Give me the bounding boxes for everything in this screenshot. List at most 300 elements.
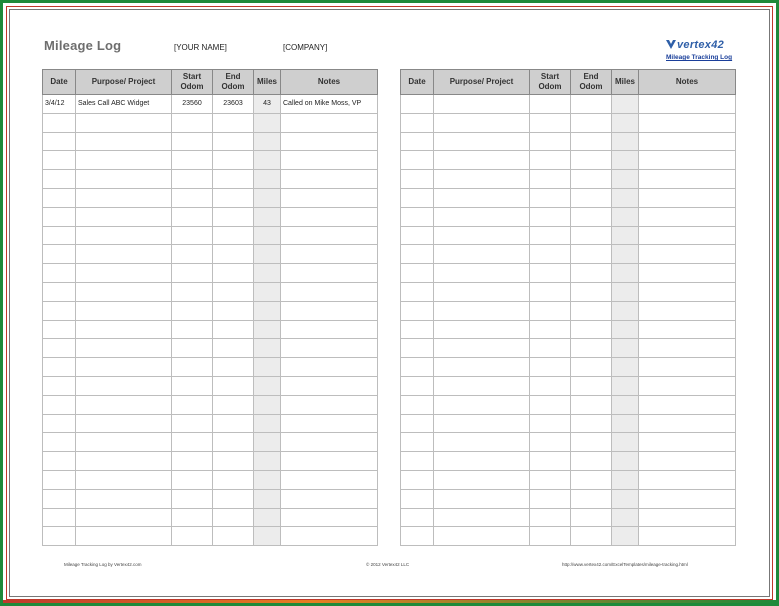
cell-end[interactable] — [571, 207, 612, 226]
cell-date[interactable] — [401, 527, 434, 546]
cell-miles[interactable] — [254, 508, 281, 527]
cell-start[interactable] — [530, 151, 571, 170]
cell-start[interactable] — [530, 170, 571, 189]
cell-start[interactable] — [172, 226, 213, 245]
cell-end[interactable] — [571, 245, 612, 264]
cell-date[interactable] — [43, 188, 76, 207]
cell-purpose[interactable] — [76, 113, 172, 132]
cell-notes[interactable] — [639, 95, 736, 114]
cell-notes[interactable] — [281, 470, 378, 489]
cell-notes[interactable] — [281, 188, 378, 207]
cell-miles[interactable] — [254, 226, 281, 245]
cell-miles[interactable] — [254, 245, 281, 264]
cell-purpose[interactable] — [434, 188, 530, 207]
cell-miles[interactable] — [254, 395, 281, 414]
cell-notes[interactable] — [281, 395, 378, 414]
cell-miles[interactable]: 43 — [254, 95, 281, 114]
cell-purpose[interactable] — [434, 320, 530, 339]
cell-miles[interactable] — [254, 113, 281, 132]
cell-end[interactable] — [213, 470, 254, 489]
cell-purpose[interactable] — [434, 358, 530, 377]
cell-miles[interactable] — [612, 470, 639, 489]
cell-notes[interactable] — [639, 151, 736, 170]
cell-notes[interactable] — [639, 395, 736, 414]
cell-end[interactable] — [571, 339, 612, 358]
cell-miles[interactable] — [612, 508, 639, 527]
cell-date[interactable] — [43, 207, 76, 226]
cell-purpose[interactable] — [76, 132, 172, 151]
cell-notes[interactable] — [639, 113, 736, 132]
cell-notes[interactable] — [639, 527, 736, 546]
cell-end[interactable] — [571, 95, 612, 114]
cell-end[interactable] — [213, 170, 254, 189]
cell-miles[interactable] — [612, 95, 639, 114]
cell-notes[interactable] — [639, 470, 736, 489]
cell-date[interactable] — [43, 113, 76, 132]
cell-notes[interactable] — [281, 151, 378, 170]
cell-date[interactable] — [401, 113, 434, 132]
cell-start[interactable] — [530, 188, 571, 207]
cell-date[interactable] — [401, 414, 434, 433]
cell-start[interactable] — [530, 95, 571, 114]
cell-date[interactable] — [43, 358, 76, 377]
cell-miles[interactable] — [612, 358, 639, 377]
cell-end[interactable] — [571, 132, 612, 151]
cell-miles[interactable] — [254, 489, 281, 508]
cell-start[interactable] — [530, 320, 571, 339]
cell-end[interactable] — [213, 207, 254, 226]
cell-start[interactable] — [530, 132, 571, 151]
cell-notes[interactable] — [281, 376, 378, 395]
cell-start[interactable] — [172, 452, 213, 471]
cell-purpose[interactable] — [76, 226, 172, 245]
cell-start[interactable] — [530, 301, 571, 320]
cell-purpose[interactable] — [76, 489, 172, 508]
cell-purpose[interactable] — [434, 264, 530, 283]
cell-start[interactable] — [530, 508, 571, 527]
cell-date[interactable] — [43, 226, 76, 245]
cell-start[interactable] — [530, 282, 571, 301]
cell-purpose[interactable] — [76, 452, 172, 471]
cell-date[interactable] — [401, 433, 434, 452]
cell-date[interactable] — [43, 339, 76, 358]
cell-miles[interactable] — [254, 320, 281, 339]
cell-notes[interactable] — [281, 301, 378, 320]
cell-date[interactable] — [401, 170, 434, 189]
cell-date[interactable] — [43, 301, 76, 320]
cell-purpose[interactable] — [76, 170, 172, 189]
footer-url[interactable]: http://www.vertex42.com/ExcelTemplates/mileage-tracking.html — [562, 562, 688, 567]
cell-start[interactable] — [530, 207, 571, 226]
cell-start[interactable] — [172, 207, 213, 226]
cell-notes[interactable] — [639, 489, 736, 508]
cell-purpose[interactable] — [434, 301, 530, 320]
cell-date[interactable] — [43, 264, 76, 283]
cell-date[interactable] — [43, 414, 76, 433]
cell-purpose[interactable] — [76, 282, 172, 301]
cell-end[interactable] — [571, 301, 612, 320]
cell-start[interactable] — [172, 264, 213, 283]
cell-purpose[interactable] — [76, 151, 172, 170]
cell-notes[interactable] — [281, 508, 378, 527]
cell-purpose[interactable] — [434, 414, 530, 433]
cell-end[interactable] — [213, 301, 254, 320]
cell-end[interactable] — [571, 151, 612, 170]
cell-miles[interactable] — [254, 264, 281, 283]
cell-start[interactable] — [172, 132, 213, 151]
cell-end[interactable] — [571, 282, 612, 301]
cell-purpose[interactable] — [76, 433, 172, 452]
cell-miles[interactable] — [612, 113, 639, 132]
cell-start[interactable] — [530, 452, 571, 471]
cell-notes[interactable] — [281, 282, 378, 301]
cell-date[interactable] — [401, 226, 434, 245]
cell-start[interactable] — [172, 358, 213, 377]
cell-miles[interactable] — [612, 282, 639, 301]
cell-miles[interactable] — [612, 170, 639, 189]
cell-end[interactable] — [213, 132, 254, 151]
column-header-end: End Odom — [571, 70, 612, 95]
cell-notes[interactable] — [281, 132, 378, 151]
cell-end[interactable] — [571, 433, 612, 452]
cell-notes[interactable] — [281, 527, 378, 546]
cell-date[interactable] — [401, 395, 434, 414]
cell-notes[interactable] — [639, 339, 736, 358]
cell-date[interactable] — [401, 264, 434, 283]
cell-purpose[interactable] — [76, 207, 172, 226]
cell-miles[interactable] — [254, 170, 281, 189]
cell-notes[interactable] — [281, 339, 378, 358]
cell-date[interactable] — [401, 489, 434, 508]
cell-purpose[interactable] — [76, 470, 172, 489]
cell-date[interactable] — [43, 282, 76, 301]
cell-notes[interactable] — [639, 132, 736, 151]
cell-notes[interactable] — [281, 245, 378, 264]
cell-end[interactable] — [213, 452, 254, 471]
cell-notes[interactable] — [639, 282, 736, 301]
cell-notes[interactable] — [639, 226, 736, 245]
cell-date[interactable] — [43, 320, 76, 339]
cell-notes[interactable] — [639, 245, 736, 264]
cell-notes[interactable] — [281, 170, 378, 189]
cell-miles[interactable] — [254, 132, 281, 151]
cell-date[interactable] — [401, 376, 434, 395]
cell-start[interactable] — [172, 113, 213, 132]
cell-start[interactable] — [172, 170, 213, 189]
cell-start[interactable] — [530, 264, 571, 283]
cell-date[interactable] — [401, 301, 434, 320]
cell-miles[interactable] — [254, 188, 281, 207]
cell-miles[interactable] — [254, 452, 281, 471]
cell-purpose[interactable] — [434, 132, 530, 151]
cell-miles[interactable] — [612, 151, 639, 170]
cell-notes[interactable] — [639, 170, 736, 189]
cell-end[interactable] — [213, 489, 254, 508]
cell-date[interactable] — [43, 151, 76, 170]
cell-date[interactable] — [401, 508, 434, 527]
cell-date[interactable] — [401, 245, 434, 264]
cell-start[interactable] — [172, 376, 213, 395]
cell-start[interactable] — [172, 188, 213, 207]
cell-end[interactable] — [571, 264, 612, 283]
cell-end[interactable]: 23603 — [213, 95, 254, 114]
cell-miles[interactable] — [612, 245, 639, 264]
cell-purpose[interactable] — [434, 395, 530, 414]
cell-purpose[interactable] — [434, 207, 530, 226]
cell-purpose[interactable] — [434, 282, 530, 301]
cell-notes[interactable] — [281, 414, 378, 433]
table-row — [43, 151, 378, 170]
cell-miles[interactable] — [612, 339, 639, 358]
cell-start[interactable]: 23560 — [172, 95, 213, 114]
cell-purpose[interactable] — [76, 358, 172, 377]
cell-date[interactable] — [43, 132, 76, 151]
mileage-table-right — [400, 69, 736, 546]
cell-purpose[interactable] — [434, 527, 530, 546]
cell-start[interactable] — [172, 339, 213, 358]
table-row — [43, 339, 378, 358]
cell-purpose[interactable] — [434, 470, 530, 489]
cell-notes[interactable] — [281, 264, 378, 283]
cell-end[interactable] — [571, 188, 612, 207]
cell-notes[interactable] — [639, 358, 736, 377]
cell-end[interactable] — [213, 151, 254, 170]
cell-date[interactable] — [401, 132, 434, 151]
cell-purpose[interactable] — [76, 320, 172, 339]
cell-start[interactable] — [172, 245, 213, 264]
table-row — [401, 358, 736, 377]
cell-purpose[interactable] — [76, 395, 172, 414]
cell-miles[interactable] — [254, 414, 281, 433]
cell-date[interactable] — [401, 207, 434, 226]
cell-miles[interactable] — [612, 376, 639, 395]
cell-miles[interactable] — [254, 339, 281, 358]
cell-miles[interactable] — [254, 151, 281, 170]
cell-start[interactable] — [530, 245, 571, 264]
cell-miles[interactable] — [612, 414, 639, 433]
cell-end[interactable] — [213, 226, 254, 245]
cell-notes[interactable] — [281, 320, 378, 339]
cell-end[interactable] — [571, 320, 612, 339]
cell-miles[interactable] — [612, 226, 639, 245]
cell-date[interactable] — [401, 470, 434, 489]
cell-date[interactable] — [401, 95, 434, 114]
cell-purpose[interactable] — [434, 376, 530, 395]
cell-start[interactable] — [530, 527, 571, 546]
cell-end[interactable] — [571, 358, 612, 377]
cell-miles[interactable] — [612, 320, 639, 339]
cell-start[interactable] — [172, 282, 213, 301]
cell-date[interactable]: 3/4/12 — [43, 95, 76, 114]
column-header-purpose: Purpose/ Project — [434, 70, 530, 95]
cell-notes[interactable] — [639, 264, 736, 283]
cell-start[interactable] — [530, 433, 571, 452]
cell-purpose[interactable] — [76, 188, 172, 207]
cell-start[interactable] — [530, 395, 571, 414]
cell-date[interactable] — [43, 376, 76, 395]
cell-miles[interactable] — [254, 207, 281, 226]
cell-start[interactable] — [530, 470, 571, 489]
cell-date[interactable] — [43, 470, 76, 489]
cell-purpose[interactable] — [434, 433, 530, 452]
cell-start[interactable] — [530, 414, 571, 433]
cell-notes[interactable] — [281, 452, 378, 471]
cell-miles[interactable] — [612, 452, 639, 471]
cell-date[interactable] — [401, 151, 434, 170]
cell-start[interactable] — [172, 151, 213, 170]
cell-date[interactable] — [43, 245, 76, 264]
cell-date[interactable] — [401, 339, 434, 358]
mileage-tracking-link[interactable]: Mileage Tracking Log — [666, 54, 733, 61]
cell-purpose[interactable] — [434, 113, 530, 132]
cell-end[interactable] — [571, 489, 612, 508]
cell-purpose[interactable] — [76, 508, 172, 527]
cell-date[interactable] — [43, 489, 76, 508]
cell-purpose[interactable] — [76, 527, 172, 546]
cell-purpose[interactable] — [76, 376, 172, 395]
cell-purpose[interactable] — [76, 264, 172, 283]
cell-start[interactable] — [530, 376, 571, 395]
cell-start[interactable] — [172, 508, 213, 527]
cell-end[interactable] — [213, 339, 254, 358]
cell-notes[interactable] — [281, 226, 378, 245]
table-row — [43, 489, 378, 508]
cell-purpose[interactable] — [434, 452, 530, 471]
cell-date[interactable] — [43, 452, 76, 471]
cell-notes[interactable] — [281, 207, 378, 226]
cell-end[interactable] — [213, 264, 254, 283]
cell-start[interactable] — [530, 113, 571, 132]
cell-end[interactable] — [213, 245, 254, 264]
cell-notes[interactable] — [639, 320, 736, 339]
cell-end[interactable] — [571, 452, 612, 471]
company-field[interactable]: [COMPANY] — [283, 43, 328, 52]
cell-date[interactable] — [43, 508, 76, 527]
cell-notes[interactable] — [281, 113, 378, 132]
cell-end[interactable] — [213, 527, 254, 546]
cell-notes[interactable] — [281, 489, 378, 508]
cell-end[interactable] — [213, 188, 254, 207]
cell-notes[interactable] — [639, 452, 736, 471]
cell-purpose[interactable] — [434, 339, 530, 358]
cell-notes[interactable] — [639, 207, 736, 226]
cell-purpose[interactable] — [434, 226, 530, 245]
cell-end[interactable] — [571, 376, 612, 395]
cell-purpose[interactable] — [434, 95, 530, 114]
cell-miles[interactable] — [254, 301, 281, 320]
cell-end[interactable] — [213, 376, 254, 395]
cell-purpose[interactable] — [434, 508, 530, 527]
cell-miles[interactable] — [612, 527, 639, 546]
cell-date[interactable] — [43, 170, 76, 189]
cell-start[interactable] — [172, 527, 213, 546]
cell-purpose[interactable] — [76, 339, 172, 358]
cell-start[interactable] — [172, 489, 213, 508]
cell-miles[interactable] — [612, 395, 639, 414]
cell-start[interactable] — [172, 320, 213, 339]
cell-start[interactable] — [172, 414, 213, 433]
cell-purpose[interactable] — [76, 414, 172, 433]
cell-notes[interactable] — [639, 301, 736, 320]
cell-end[interactable] — [213, 414, 254, 433]
cell-notes[interactable] — [639, 376, 736, 395]
cell-start[interactable] — [172, 395, 213, 414]
cell-miles[interactable] — [254, 282, 281, 301]
cell-end[interactable] — [213, 358, 254, 377]
cell-miles[interactable] — [612, 188, 639, 207]
cell-purpose[interactable]: Sales Call ABC Widget — [76, 95, 172, 114]
cell-notes[interactable] — [639, 188, 736, 207]
cell-end[interactable] — [571, 470, 612, 489]
cell-purpose[interactable] — [434, 489, 530, 508]
cell-date[interactable] — [401, 452, 434, 471]
cell-date[interactable] — [401, 188, 434, 207]
cell-purpose[interactable] — [76, 245, 172, 264]
cell-purpose[interactable] — [434, 245, 530, 264]
cell-end[interactable] — [571, 395, 612, 414]
cell-notes[interactable] — [639, 508, 736, 527]
cell-date[interactable] — [401, 358, 434, 377]
cell-purpose[interactable] — [434, 170, 530, 189]
cell-end[interactable] — [571, 508, 612, 527]
cell-start[interactable] — [172, 470, 213, 489]
cell-end[interactable] — [213, 508, 254, 527]
cell-miles[interactable] — [612, 489, 639, 508]
cell-start[interactable] — [530, 489, 571, 508]
cell-date[interactable] — [43, 527, 76, 546]
cell-end[interactable] — [571, 226, 612, 245]
cell-end[interactable] — [213, 320, 254, 339]
cell-miles[interactable] — [612, 132, 639, 151]
cell-start[interactable] — [530, 339, 571, 358]
cell-purpose[interactable] — [434, 151, 530, 170]
cell-start[interactable] — [530, 358, 571, 377]
cell-miles[interactable] — [254, 470, 281, 489]
cell-end[interactable] — [213, 395, 254, 414]
cell-miles[interactable] — [254, 376, 281, 395]
cell-date[interactable] — [43, 433, 76, 452]
cell-miles[interactable] — [612, 207, 639, 226]
cell-date[interactable] — [43, 395, 76, 414]
cell-end[interactable] — [571, 414, 612, 433]
cell-end[interactable] — [213, 433, 254, 452]
cell-date[interactable] — [401, 282, 434, 301]
cell-miles[interactable] — [612, 264, 639, 283]
cell-end[interactable] — [213, 282, 254, 301]
cell-notes[interactable] — [639, 414, 736, 433]
cell-end[interactable] — [213, 113, 254, 132]
cell-end[interactable] — [571, 170, 612, 189]
cell-notes[interactable] — [639, 433, 736, 452]
cell-date[interactable] — [401, 320, 434, 339]
cell-notes[interactable] — [281, 433, 378, 452]
cell-end[interactable] — [571, 113, 612, 132]
cell-end[interactable] — [571, 527, 612, 546]
cell-start[interactable] — [530, 226, 571, 245]
name-field[interactable]: [YOUR NAME] — [174, 43, 227, 52]
cell-start[interactable] — [172, 433, 213, 452]
cell-miles[interactable] — [254, 358, 281, 377]
cell-miles[interactable] — [254, 433, 281, 452]
cell-purpose[interactable] — [76, 301, 172, 320]
cell-start[interactable] — [172, 301, 213, 320]
cell-miles[interactable] — [612, 433, 639, 452]
cell-miles[interactable] — [254, 527, 281, 546]
table-row — [43, 395, 378, 414]
cell-miles[interactable] — [612, 301, 639, 320]
cell-notes[interactable] — [281, 358, 378, 377]
cell-notes[interactable]: Called on Mike Moss, VP — [281, 95, 378, 114]
